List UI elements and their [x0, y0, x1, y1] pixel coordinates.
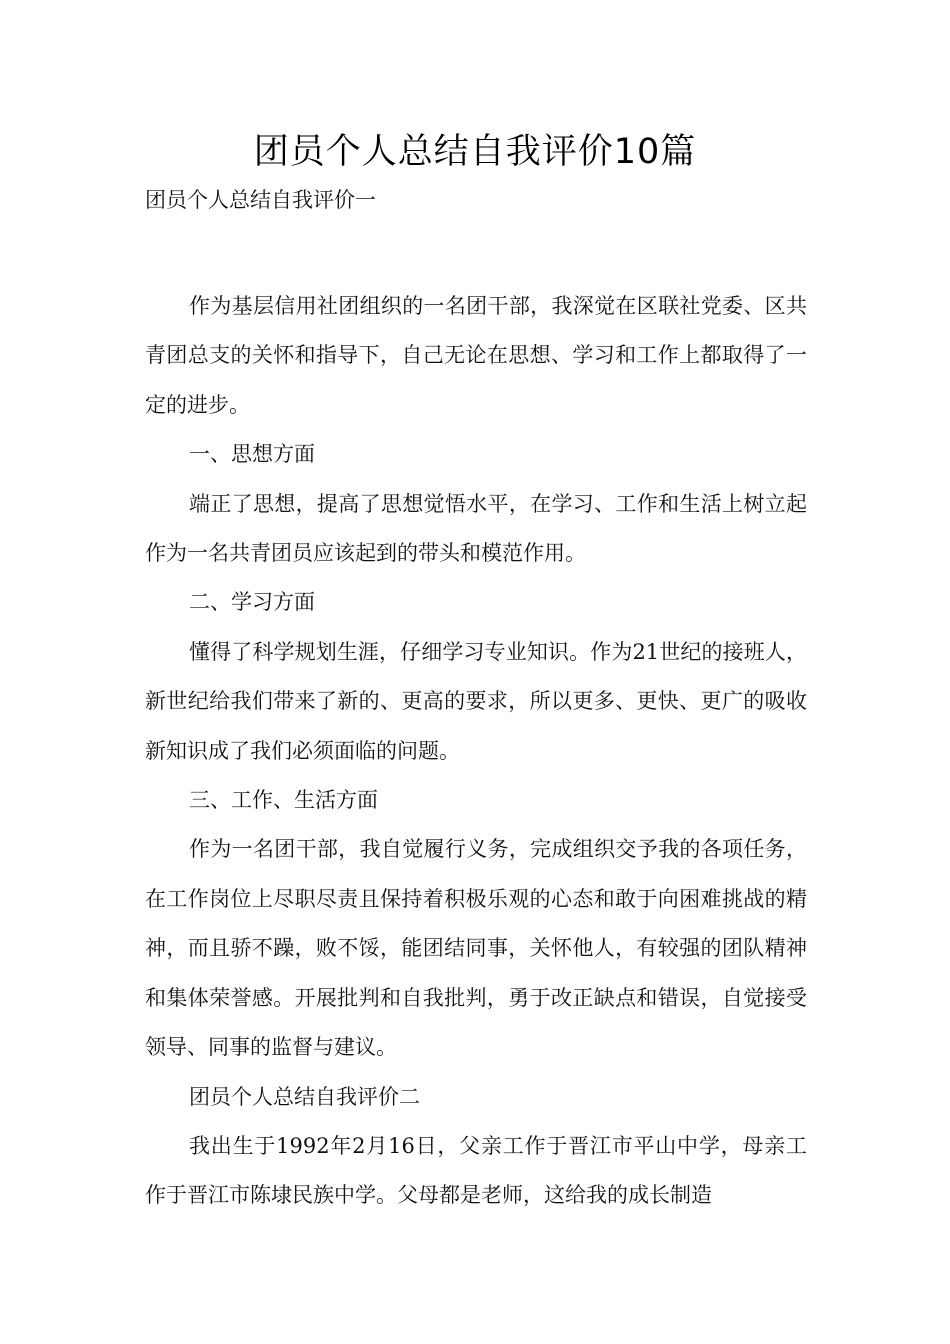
paragraph: 我出生于1992年2月16日，父亲工作于晋江市平山中学，母亲工作于晋江市陈埭民族中学。父母都是老师，这给我的成长制造: [145, 1133, 807, 1208]
document-title: 团员个人总结自我评价10篇: [253, 132, 697, 172]
section-heading-work-life: 三、工作、生活方面: [189, 788, 378, 813]
paragraph: 作为一名团干部，我自觉履行义务，完成组织交予我的各项任务，在工作岗位上尽职尽责且保持着积极乐观的心态和敢于向困难挑战的精神，而且骄不躁，败不馁，能团结同事，关怀他人，有较强的团队精神和集体荣誉感。开展批判和自我批判，勇于改正缺点和错误，自觉接受领导、同事的监督与建议。: [145, 837, 807, 1060]
section-heading-thought: 一、思想方面: [189, 442, 315, 467]
document-body: [145, 282, 807, 1221]
paragraph: 懂得了科学规划生涯，仔细学习专业知识。作为21世纪的接班人，新世纪给我们带来了新的、更高的要求，所以更多、更快、更广的吸收新知识成了我们必须面临的问题。: [145, 639, 807, 763]
section-heading-study: 二、学习方面: [189, 590, 315, 615]
section-heading: 团员个人总结自我评价一: [145, 188, 376, 212]
paragraph: 作为基层信用社团组织的一名团干部，我深觉在区联社党委、区共青团总支的关怀和指导下，自己无论在思想、学习和工作上都取得了一定的进步。: [145, 294, 807, 417]
section-heading-second: 团员个人总结自我评价二: [189, 1084, 420, 1109]
paragraph: 端正了思想，提高了思想觉悟水平，在学习、工作和生活上树立起作为一名共青团员应该起到的带头和模范作用。: [145, 491, 807, 566]
